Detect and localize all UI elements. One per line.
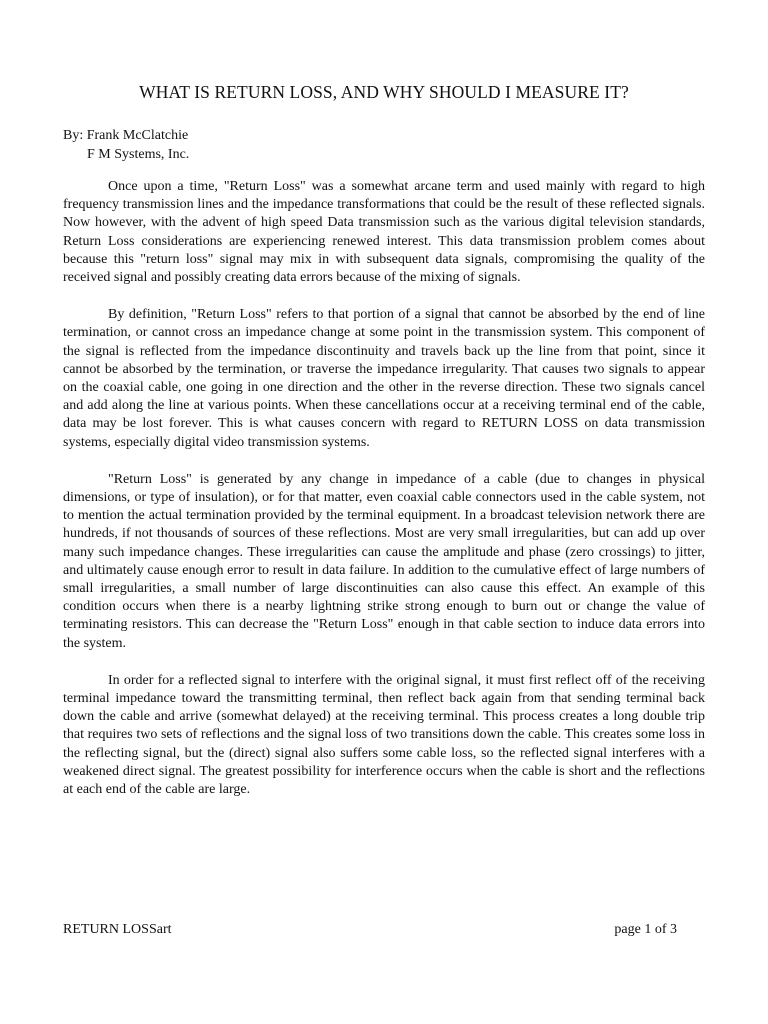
document-body (63, 178, 705, 818)
paragraph-3: "Return Loss" is generated by any change in impedance of a cable (due to changes in physical dimensions, or type of insulation), or for that matter, even coaxial cable connectors used in the cable system, not to mention the actual termination provided by the terminal equipment. In a broadcast television network there are hundreds, if not thousands of sources of these reflections. Most are very small irregularities, but can add up over many such impedance changes. These irregularities can cause the amplitude and phase (zero crossings) to jitter, and ultimately cause enough error to result in data failure. In addition to the cumulative effect of large numbers of small irregularities, a small number of large discontinuities can also cause this effect. An example of this condition occurs when there is a nearby lightning strike strong enough to burn out or change the value of terminating resistors. This can decrease the "Return Loss" enough in that cable section to induce data errors into the system. (63, 471, 705, 651)
organization-line: F M Systems, Inc. (87, 147, 190, 162)
byline (63, 126, 189, 164)
footer-document-name: RETURN LOSSart (63, 922, 172, 937)
document-title: WHAT IS RETURN LOSS, AND WHY SHOULD I MEASURE IT? (139, 82, 629, 102)
author-line: By: Frank McClatchie (63, 128, 189, 143)
paragraph-1: Once upon a time, "Return Loss" was a somewhat arcane term and used mainly with regard to high frequency transmission lines and the impedance transformations that could be the result of these reflected signals. Now however, with the advent of high speed Data transmission such as the various digital television standards, Return Loss considerations are experiencing renewed interest. This data transmission problem comes about because this "return loss" signal may mix in with subsequent data signals, compromising the quality of the received signal and possibly creating data errors because of the mixing of signals. (63, 179, 705, 286)
footer-page-number: page 1 of 3 (614, 922, 677, 937)
paragraph-4: In order for a reflected signal to interfere with the original signal, it must first reflect off of the receiving terminal impedance toward the transmitting terminal, then reflect back again from that sending terminal back down the cable and arrive (somewhat delayed) at the receiving terminal. This process creates a long double trip that requires two sets of reflections and the signal loss of two transitions down the cable. This creates some loss in the reflecting signal, but the (direct) signal also suffers some cable loss, so the reflected signal interferes with a weakened direct signal. The greatest possibility for interference occurs when the cable is short and the reflections at each end of the cable are large. (63, 672, 705, 798)
paragraph-2: By definition, "Return Loss" refers to that portion of a signal that cannot be absorbed by the end of line termination, or cannot cross an impedance change at some point in the transmission system. This component of the signal is reflected from the impedance discontinuity and travels back up the line from that point, since it cannot be absorbed by the termination, or traverse the impedance irregularity. That causes two signals to appear on the coaxial cable, one going in one direction and the other in the reverse direction. These two signals cancel and add along the line at various points. When these cancellations occur at a receiving terminal end of the cable, data may be lost forever. This is what causes concern with regard to RETURN LOSS on data transmission systems, especially digital video transmission systems. (63, 307, 705, 450)
